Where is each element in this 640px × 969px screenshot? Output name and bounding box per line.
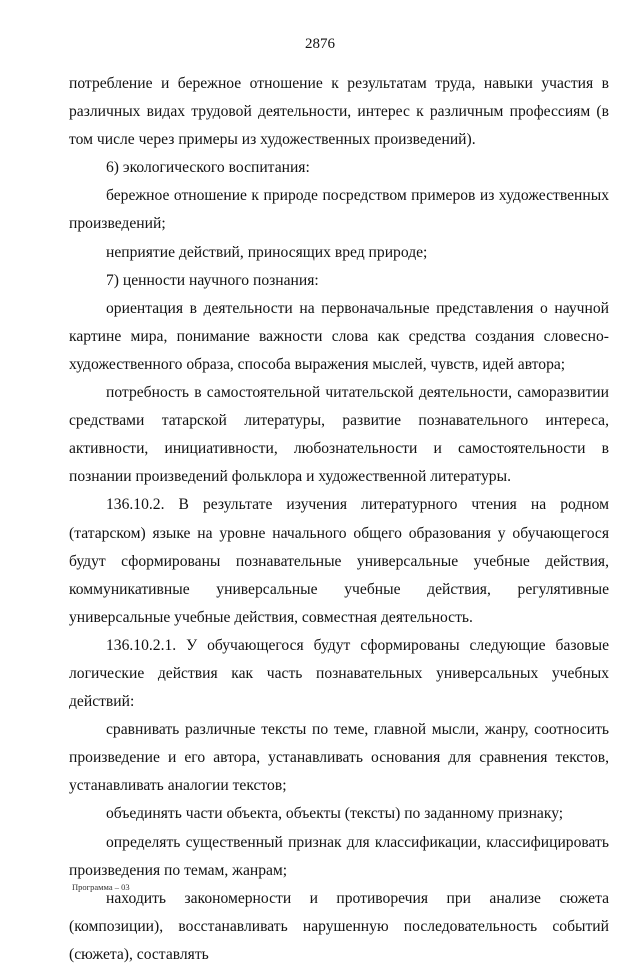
paragraph: потребление и бережное отношение к результатам труда, навыки участия в различных видах трудовой деятельности, интерес к различным профессиям (в том числе через примеры из художественных произведений). [69, 75, 609, 149]
footer-label: Программа – 03 [72, 882, 130, 892]
paragraph: 7) ценности научного познания: [106, 271, 319, 289]
paragraph: 136.10.2. В результате изучения литературного чтения на родном (татарском) языке на уровне начального общего образования у обучающегося будут сформированы познавательные универсальные учебные действия, коммуникативные универсальные учебные действия, регулятивные универсальные учебные действия, совместная деятельность. [69, 496, 609, 626]
paragraph: определять существенный признак для классификации, классифицировать произведения по темам, жанрам; [69, 833, 609, 879]
paragraph: объединять части объекта, объекты (тексты) по заданному признаку; [106, 805, 564, 823]
paragraph: неприятие действий, приносящих вред природе; [106, 243, 428, 261]
paragraph: находить закономерности и противоречия при анализе сюжета (композиции), восстанавливать нарушенную последовательность событий (сюжета), составлять [69, 889, 609, 963]
paragraph: 136.10.2.1. У обучающегося будут сформированы следующие базовые логические действия как часть познавательных универсальных учебных действий: [69, 636, 609, 711]
document-body [69, 70, 609, 969]
paragraph: ориентация в деятельности на первоначальные представления о научной картине мира, понимание важности слова как средства создания словесно-художественного образа, способа выражения мыслей, чувств, идей автора; [69, 299, 609, 373]
page-number: 2876 [305, 36, 335, 52]
paragraph: сравнивать различные тексты по теме, главной мысли, жанру, соотносить произведение и его автора, устанавливать основания для сравнения текстов, устанавливать аналогии текстов; [69, 721, 609, 795]
paragraph: бережное отношение к природе посредством примеров из художественных произведений; [69, 187, 609, 233]
paragraph: потребность в самостоятельной читательской деятельности, саморазвитии средствами татарской литературы, развитие познавательного интереса, активности, инициативности, любознательности и самостоятельности в познании произведений фольклора и художественной литературы. [69, 384, 609, 486]
paragraph: 6) экологического воспитания: [106, 159, 310, 177]
